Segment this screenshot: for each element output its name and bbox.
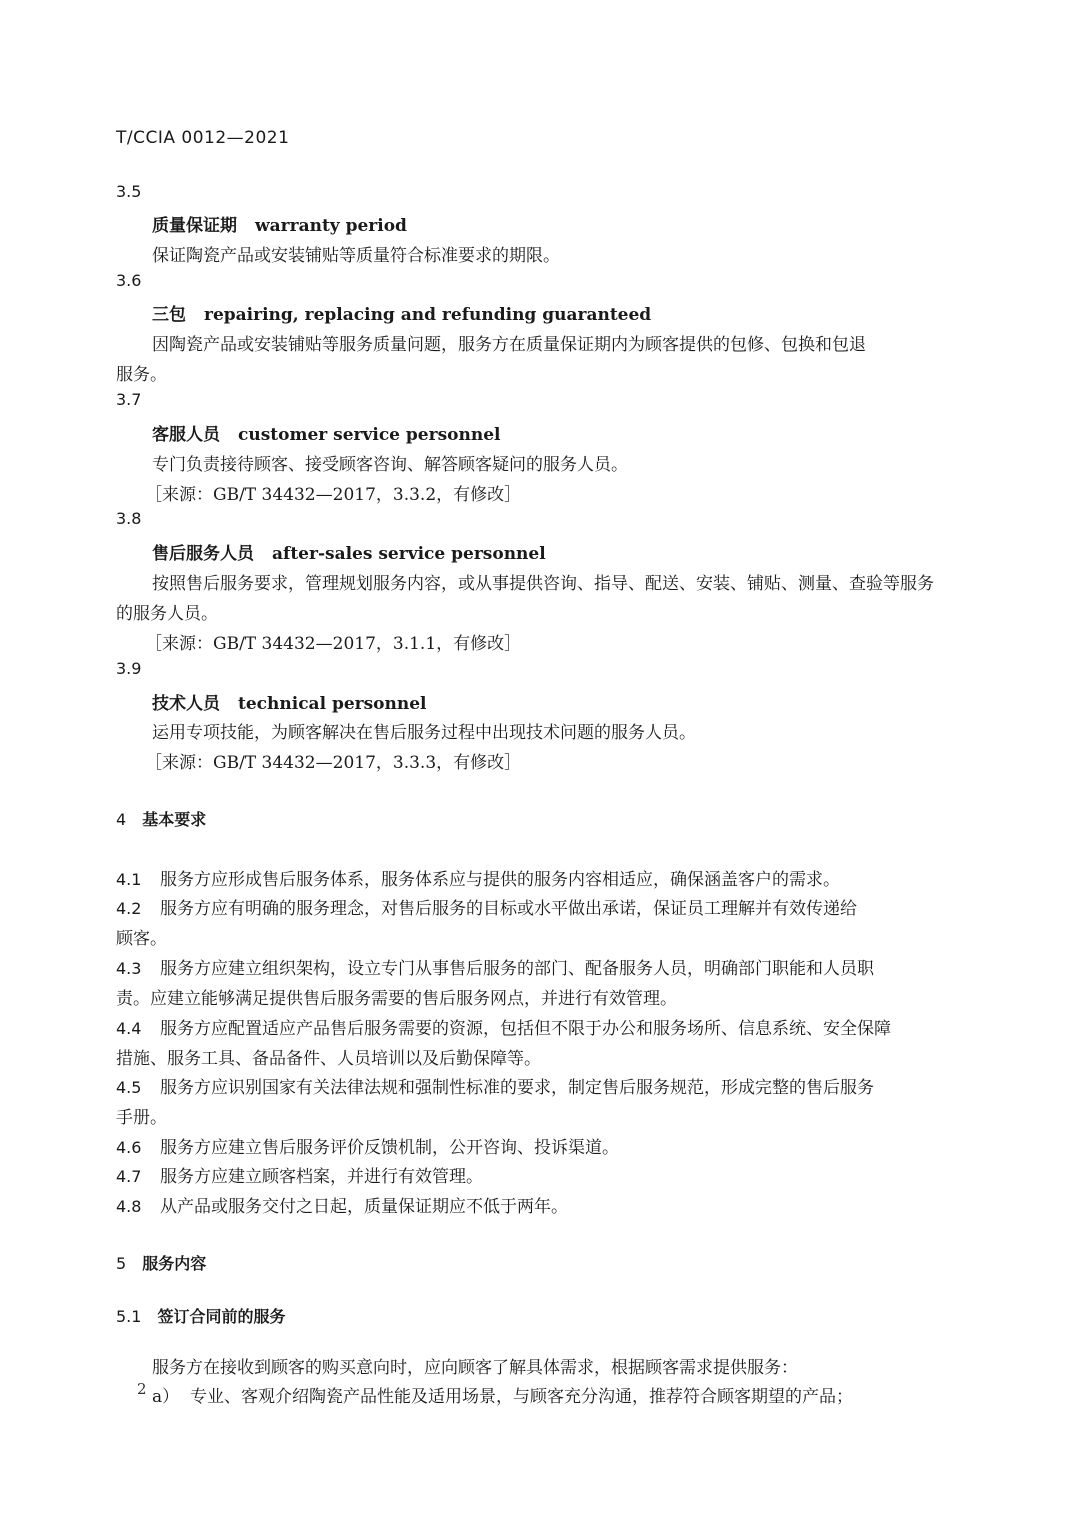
definition-line: 服务。 (116, 365, 167, 385)
term-zh: 质量保证期 (152, 216, 237, 236)
clause-number: 4.7 (116, 1167, 142, 1186)
source-note: ［来源：GB/T 34432—2017，3.3.2，有修改］ (145, 485, 522, 505)
subsection-title: 签订合同前的服务 (157, 1307, 286, 1326)
clause-number: 4.1 (116, 870, 142, 889)
clause-number: 4.2 (116, 899, 142, 918)
clause-line: 服务方应建立组织架构，设立专门从事售后服务的部门、配备服务人员，明确部门职能和人员职 (160, 959, 874, 979)
term-number: 3.5 (116, 182, 142, 201)
clause-line: 服务方应识别国家有关法律法规和强制性标准的要求，制定售后服务规范，形成完整的售后服务 (160, 1078, 874, 1098)
page-number: 2 (137, 1380, 147, 1398)
clause-line: 从产品或服务交付之日起，质量保证期应不低于两年。 (160, 1197, 568, 1217)
clause-line: 措施、服务工具、备品备件、人员培训以及后勤保障等。 (116, 1049, 541, 1069)
section-heading (116, 807, 206, 830)
list-item (152, 1382, 853, 1407)
definition-line: 运用专项技能，为顾客解决在售后服务过程中出现技术问题的服务人员。 (152, 723, 696, 743)
term-number: 3.6 (116, 271, 142, 290)
definition-line: 专门负责接待顾客、接受顾客咨询、解答顾客疑问的服务人员。 (152, 455, 628, 475)
term-zh: 售后服务人员 (152, 544, 254, 564)
term-en: warranty period (255, 216, 407, 236)
list-label: a） (152, 1387, 180, 1407)
clause-number: 4.8 (116, 1197, 142, 1216)
clause-line: 服务方应建立售后服务评价反馈机制，公开咨询、投诉渠道。 (160, 1138, 619, 1158)
term-en: repairing, replacing and refunding guaranteed (204, 305, 652, 325)
clause-number: 4.3 (116, 959, 142, 978)
term-zh: 客服人员 (152, 425, 220, 445)
term-en: after-sales service personnel (272, 544, 546, 564)
definition-line: 的服务人员。 (116, 604, 218, 624)
term-number: 3.9 (116, 659, 142, 678)
term-heading (152, 689, 427, 714)
term-number: 3.7 (116, 390, 142, 409)
section-number: 4 (116, 810, 127, 829)
clause-number: 4.6 (116, 1138, 142, 1157)
clause-line: 服务方应配置适应产品售后服务需要的资源，包括但不限于办公和服务场所、信息系统、安全保障 (160, 1019, 891, 1039)
list-text: 专业、客观介绍陶瓷产品性能及适用场景，与顾客充分沟通，推荐符合顾客期望的产品； (190, 1387, 853, 1407)
clause-line: 顾客。 (116, 929, 167, 949)
term-en: customer service personnel (238, 425, 501, 445)
clause-number: 4.5 (116, 1078, 142, 1097)
document-id: T/CCIA 0012—2021 (116, 128, 290, 148)
clause-line: 服务方应建立顾客档案，并进行有效管理。 (160, 1167, 483, 1187)
term-number: 3.8 (116, 509, 142, 528)
term-heading (152, 539, 546, 564)
definition-line: 按照售后服务要求，管理规划服务内容，或从事提供咨询、指导、配送、安装、铺贴、测量、查验等服务 (152, 574, 934, 594)
clause-line: 责。应建立能够满足提供售后服务需要的售后服务网点，并进行有效管理。 (116, 989, 677, 1009)
term-heading (152, 300, 651, 325)
term-en: technical personnel (238, 694, 427, 714)
clause (116, 1133, 619, 1158)
term-heading (152, 420, 500, 445)
clause (116, 1192, 568, 1217)
clause (116, 954, 874, 979)
term-zh: 三包 (152, 305, 186, 325)
source-note: ［来源：GB/T 34432—2017，3.1.1，有修改］ (145, 634, 522, 654)
definition-line: 保证陶瓷产品或安装铺贴等质量符合标准要求的期限。 (152, 246, 560, 266)
clause-line: 服务方应有明确的服务理念，对售后服务的目标或水平做出承诺，保证员工理解并有效传递给 (160, 899, 857, 919)
clause-number: 4.4 (116, 1019, 142, 1038)
section-title: 基本要求 (142, 810, 207, 829)
definition-line: 因陶瓷产品或安装铺贴等服务质量问题，服务方在质量保证期内为顾客提供的包修、包换和包退 (152, 335, 866, 355)
paragraph: 服务方在接收到顾客的购买意向时，应向顾客了解具体需求，根据顾客需求提供服务： (152, 1358, 798, 1378)
clause (116, 1162, 483, 1187)
term-heading (152, 211, 407, 236)
section-title: 服务内容 (142, 1254, 207, 1273)
subsection-number: 5.1 (116, 1307, 142, 1326)
clause (116, 1014, 891, 1039)
clause (116, 865, 840, 890)
clause (116, 894, 857, 919)
source-note: ［来源：GB/T 34432—2017，3.3.3，有修改］ (145, 753, 522, 773)
subsection-heading (116, 1304, 285, 1327)
clause-line: 服务方应形成售后服务体系，服务体系应与提供的服务内容相适应，确保涵盖客户的需求。 (160, 870, 840, 890)
clause-line: 手册。 (116, 1108, 167, 1128)
term-zh: 技术人员 (152, 694, 220, 714)
section-heading (116, 1251, 206, 1274)
section-number: 5 (116, 1254, 127, 1273)
clause (116, 1073, 874, 1098)
